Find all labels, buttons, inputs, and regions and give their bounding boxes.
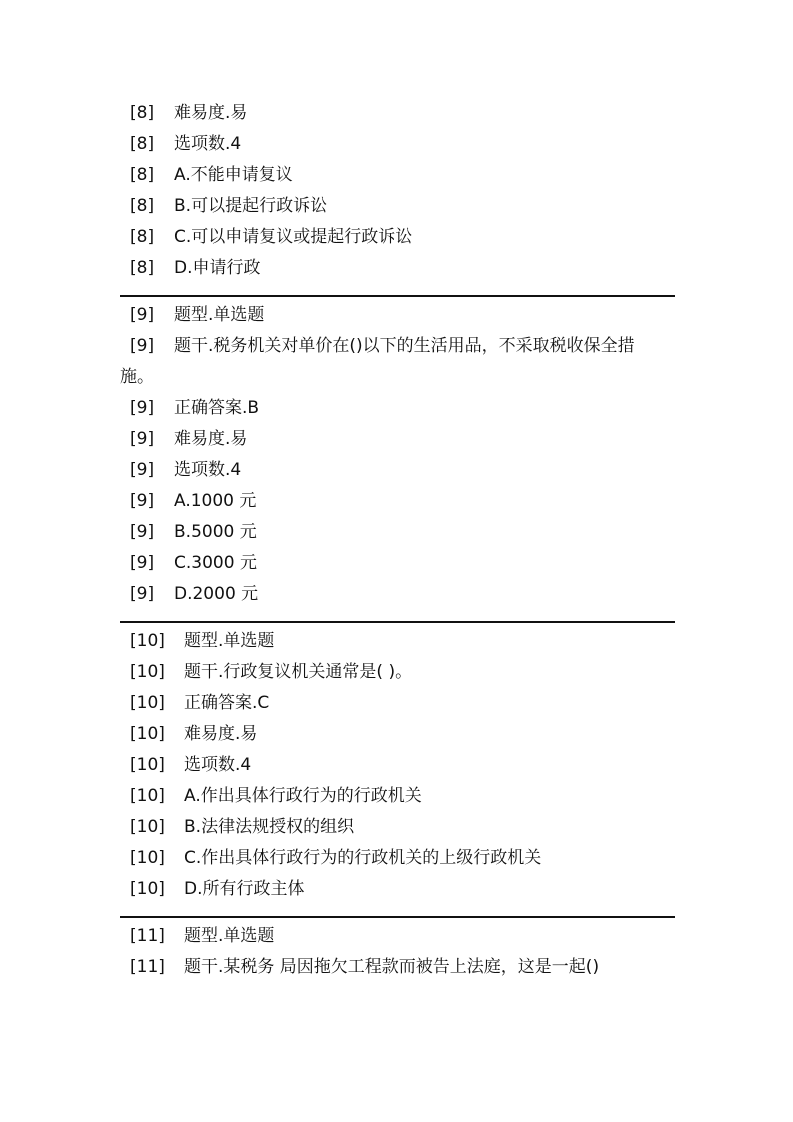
question-number: [10]	[130, 755, 165, 775]
section-divider	[120, 916, 675, 918]
question-line	[120, 331, 675, 362]
line-text: 题型.单选题	[184, 631, 275, 651]
line-text: D.2000 元	[174, 584, 259, 604]
question-line	[120, 191, 675, 222]
question-line	[120, 129, 675, 160]
line-text: 正确答案.B	[174, 398, 260, 418]
question-number: [10]	[130, 786, 165, 806]
question-number: [8]	[130, 258, 155, 278]
line-text: C.可以申请复议或提起行政诉讼	[174, 227, 413, 247]
line-text: C.3000 元	[174, 553, 257, 573]
question-number: [9]	[130, 491, 155, 511]
line-text: 题型.单选题	[174, 305, 265, 325]
question-line	[120, 486, 675, 517]
line-text: 选项数.4	[174, 460, 242, 480]
question-line	[120, 424, 675, 455]
question-number: [8]	[130, 196, 155, 216]
question-line	[120, 253, 675, 284]
question-number: [8]	[130, 227, 155, 247]
question-block	[120, 921, 675, 983]
question-number: [10]	[130, 879, 165, 899]
question-line	[120, 300, 675, 331]
question-number: [10]	[130, 662, 165, 682]
line-text: 选项数.4	[184, 755, 252, 775]
question-number: [8]	[130, 103, 155, 123]
question-line	[120, 750, 675, 781]
line-text: 题干.税务机关对单价在()以下的生活用品，不采取税收保全措	[174, 336, 635, 356]
line-text: B.5000 元	[174, 522, 257, 542]
line-text: 题干.某税务 局因拖欠工程款而被告上法庭，这是一起()	[184, 957, 600, 977]
question-block	[120, 98, 675, 284]
question-number: [8]	[130, 134, 155, 154]
question-number: [9]	[130, 522, 155, 542]
question-number: [10]	[130, 631, 165, 651]
question-number: [9]	[130, 398, 155, 418]
question-number: [10]	[130, 817, 165, 837]
line-text: 难易度.易	[174, 103, 248, 123]
question-line	[120, 579, 675, 610]
question-line	[120, 455, 675, 486]
question-number: [11]	[130, 926, 165, 946]
line-text: 难易度.易	[184, 724, 258, 744]
line-text: A.1000 元	[174, 491, 257, 511]
line-text: 题型.单选题	[184, 926, 275, 946]
line-text: 题干.行政复议机关通常是( )。	[184, 662, 413, 682]
question-line	[120, 781, 675, 812]
question-line	[120, 626, 675, 657]
question-block	[120, 626, 675, 905]
line-text: A.不能申请复议	[174, 165, 293, 185]
question-line	[120, 222, 675, 253]
question-number: [10]	[130, 724, 165, 744]
question-list	[120, 98, 675, 983]
question-number: [9]	[130, 305, 155, 325]
line-continuation: 施。	[120, 367, 154, 387]
question-number: [10]	[130, 848, 165, 868]
question-line	[120, 98, 675, 129]
question-line	[120, 952, 675, 983]
question-line	[120, 843, 675, 874]
line-text: D.所有行政主体	[184, 879, 305, 899]
question-number: [11]	[130, 957, 165, 977]
line-text: 选项数.4	[174, 134, 242, 154]
question-number: [8]	[130, 165, 155, 185]
question-line	[120, 921, 675, 952]
line-text: B.可以提起行政诉讼	[174, 196, 328, 216]
question-number: [10]	[130, 693, 165, 713]
question-line	[120, 874, 675, 905]
question-number: [9]	[130, 584, 155, 604]
question-line	[120, 812, 675, 843]
section-divider	[120, 295, 675, 297]
question-line	[120, 719, 675, 750]
question-number: [9]	[130, 429, 155, 449]
question-block	[120, 300, 675, 610]
question-number: [9]	[130, 460, 155, 480]
line-text: A.作出具体行政行为的行政机关	[184, 786, 422, 806]
section-divider	[120, 621, 675, 623]
line-text: B.法律法规授权的组织	[184, 817, 355, 837]
question-line	[120, 657, 675, 688]
question-line	[120, 688, 675, 719]
line-text: 难易度.易	[174, 429, 248, 449]
question-number: [9]	[130, 553, 155, 573]
question-line	[120, 548, 675, 579]
line-text: D.申请行政	[174, 258, 261, 278]
line-text: C.作出具体行政行为的行政机关的上级行政机关	[184, 848, 542, 868]
line-text: 正确答案.C	[184, 693, 270, 713]
question-line	[120, 517, 675, 548]
question-line	[120, 160, 675, 191]
question-number: [9]	[130, 336, 155, 356]
question-line	[120, 393, 675, 424]
